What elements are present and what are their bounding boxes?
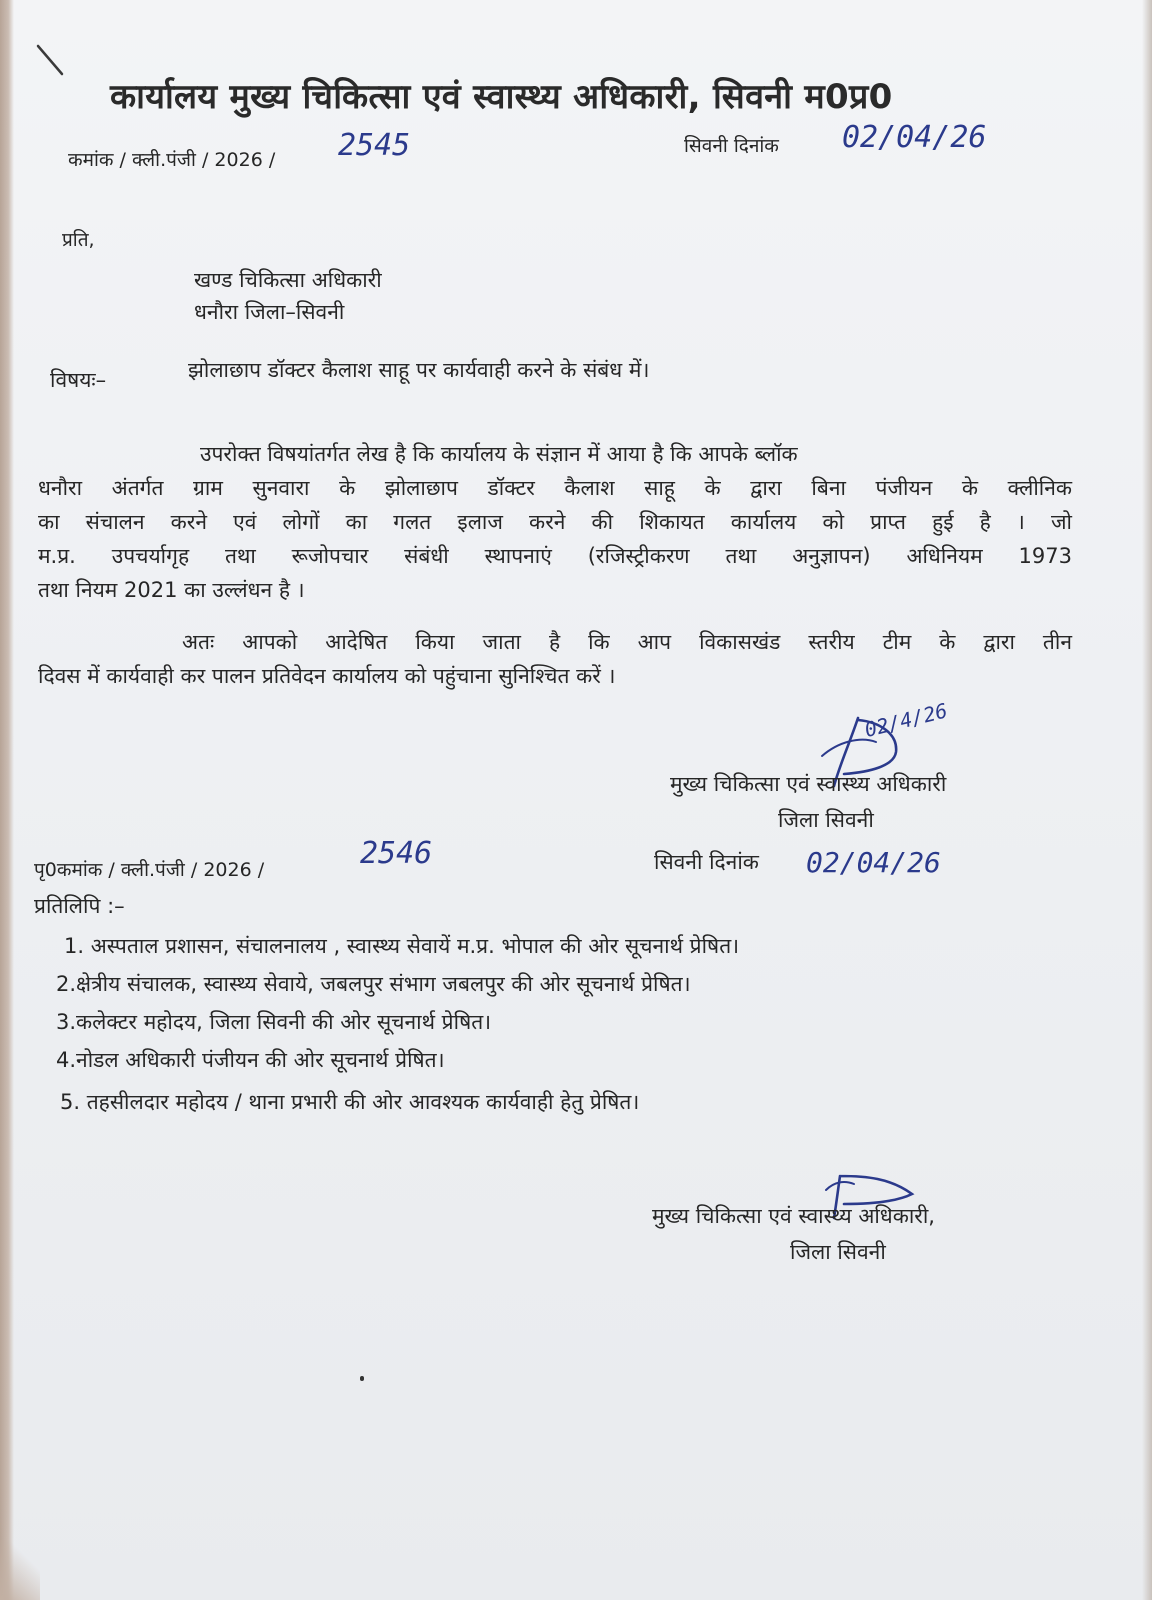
recipient-designation: खण्ड चिकित्सा अधिकारी <box>194 268 382 292</box>
subject-text: झोलाछाप डॉक्टर कैलाश साहू पर कार्यवाही करने के संबंध में। <box>188 358 650 382</box>
paper-corner <box>0 1540 40 1600</box>
paragraph1-line: का संचालन करने एवं लोगों का गलत इलाज करने की शिकायत कार्यालय को प्राप्त हुई है । जो <box>38 510 1072 534</box>
copy-item: 4.नोडल अधिकारी पंजीयन की ओर सूचनार्थ प्रेषित। <box>56 1048 445 1072</box>
signature-district: जिला सिवनी <box>778 808 874 832</box>
signature-designation: मुख्य चिकित्सा एवं स्वास्थ्य अधिकारी <box>670 772 947 796</box>
copy-item: 1. अस्पताल प्रशासन, संचालनालय , स्वास्थ्य सेवायें म.प्र. भोपाल की ओर सूचनार्थ प्रेषित। <box>64 934 740 958</box>
paragraph1-line: तथा नियम 2021 का उल्लंधन है । <box>38 578 305 602</box>
signature-date-handwritten: 02/4/26 <box>862 698 950 742</box>
copy-item: 2.क्षेत्रीय संचालक, स्वास्थ्य सेवाये, जबलपुर संभाग जबलपुर की ओर सूचनार्थ प्रेषित। <box>56 972 691 996</box>
reference-number-label: कमांक / क्ली.पंजी / 2026 / <box>68 149 276 171</box>
paragraph2-line: अतः आपको आदेषित किया जाता है कि आप विकासखंड स्तरीय टीम के द्वारा तीन <box>182 630 1072 654</box>
ink-dot <box>360 1376 364 1381</box>
signature2-designation: मुख्य चिकित्सा एवं स्वास्थ्य अधिकारी, <box>652 1204 935 1228</box>
office-title: कार्यालय मुख्य चिकित्सा एवं स्वास्थ्य अधिकारी, सिवनी म0प्र0 <box>110 77 893 117</box>
subject-label: विषयः– <box>50 368 107 392</box>
endorsement-number-handwritten: 2546 <box>360 836 433 871</box>
pen-stroke-mark <box>36 44 66 78</box>
paragraph1-line <box>200 440 1072 468</box>
endorsement-number-label: पृ0कमांक / क्ली.पंजी / 2026 / <box>34 859 265 881</box>
copy-label: प्रतिलिपि :– <box>34 894 125 918</box>
reference-number-handwritten: 2545 <box>338 128 411 163</box>
paragraph1-line: धनौरा अंतर्गत ग्राम सुनवारा के झोलाछाप डॉक्टर कैलाश साहू के द्वारा बिना पंजीयन के क्लीनिक <box>38 476 1072 500</box>
reference-date-handwritten: 02/04/26 <box>842 120 987 155</box>
signature2-district: जिला सिवनी <box>790 1240 886 1264</box>
copy-item: 5. तहसीलदार महोदय / थाना प्रभारी की ओर आवश्यक कार्यवाही हेतु प्रेषित। <box>60 1090 640 1114</box>
paragraph1-line-text: उपरोक्त विषयांतर्गत लेख है कि कार्यालय के संज्ञान में आया है कि आपके ब्लॉक <box>200 442 798 466</box>
reference-date-label: सिवनी दिनांक <box>684 135 779 157</box>
paragraph1-line: म.प्र. उपचर्यागृह तथा रूजोपचार संबंधी स्थापनाएं (रजिस्ट्रीकरण तथा अनुज्ञापन) अधिनियम 1973 <box>38 544 1072 568</box>
paper-edge-left <box>0 0 14 1600</box>
paper-edge-right <box>1142 0 1152 1600</box>
endorsement-date-handwritten: 02/04/26 <box>806 846 941 879</box>
endorsement-date-label: सिवनी दिनांक <box>654 850 759 874</box>
paragraph2-line: दिवस में कार्यवाही कर पालन प्रतिवेदन कार्यालय को पहुंचाना सुनिश्चित करें । <box>38 664 616 688</box>
recipient-location: धनौरा जिला–सिवनी <box>194 300 345 324</box>
copy-item: 3.कलेक्टर महोदय, जिला सिवनी की ओर सूचनार्थ प्रेषित। <box>56 1010 492 1034</box>
to-label: प्रति, <box>62 229 95 251</box>
